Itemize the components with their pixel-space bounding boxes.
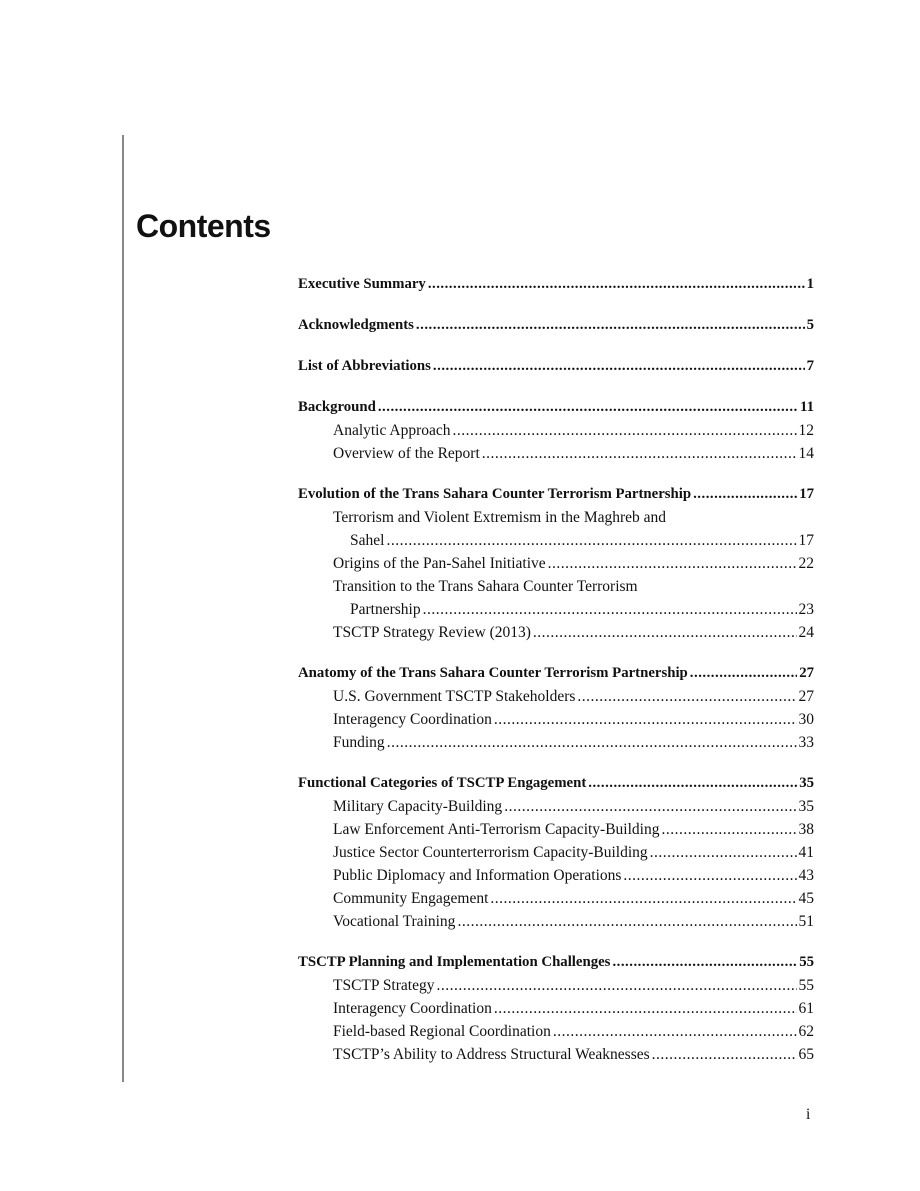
toc-page-number: 35 — [799, 775, 814, 791]
toc-heading-entry[interactable] — [298, 314, 814, 337]
toc-page-number: 41 — [798, 844, 814, 861]
toc-subentry-label: Analytic Approach — [333, 422, 451, 439]
dot-leader — [494, 997, 797, 1020]
toc-heading-entry[interactable] — [298, 662, 814, 685]
toc-subentry[interactable] — [298, 887, 814, 910]
toc-subentry-label: TSCTP Strategy Review (2013) — [333, 624, 531, 641]
dot-leader — [386, 529, 796, 552]
dot-leader — [623, 864, 796, 887]
toc-subentry-label: Funding — [333, 734, 385, 751]
toc-page-number: 17 — [799, 486, 814, 502]
dot-leader — [652, 1043, 797, 1066]
toc-page-number: 38 — [798, 821, 814, 838]
dot-leader — [490, 887, 796, 910]
toc-subentry-label: U.S. Government TSCTP Stakeholders — [333, 688, 576, 705]
toc-subentry[interactable] — [298, 795, 814, 818]
toc-page-number: 61 — [798, 1000, 814, 1017]
toc-page-number: 27 — [798, 688, 814, 705]
toc-subentry[interactable] — [298, 818, 814, 841]
toc-heading-entry[interactable] — [298, 355, 814, 378]
dot-leader — [453, 419, 797, 442]
toc-page-number: 14 — [798, 445, 814, 462]
dot-leader — [661, 818, 796, 841]
toc-subentry[interactable] — [298, 552, 814, 575]
toc-subentry[interactable] — [298, 442, 814, 465]
dot-leader — [457, 910, 796, 933]
dot-leader — [482, 442, 797, 465]
toc-heading-entry[interactable] — [298, 772, 814, 795]
page-number: i — [806, 1106, 811, 1123]
toc-subentry-label: Interagency Coordination — [333, 1000, 492, 1017]
toc-page-number: 55 — [798, 977, 814, 994]
toc-page-number: 33 — [798, 734, 814, 751]
toc-subentry-label: Military Capacity-Building — [333, 798, 503, 815]
toc-subentry[interactable] — [298, 708, 814, 731]
dot-leader — [387, 731, 797, 754]
toc-heading-entry[interactable] — [298, 273, 814, 296]
toc-subentry-label: TSCTP Strategy — [333, 977, 435, 994]
table-of-contents — [298, 273, 814, 1084]
toc-subentry-label: TSCTP’s Ability to Address Structural Weaknesses — [333, 1046, 650, 1063]
toc-subentry[interactable] — [298, 621, 814, 644]
toc-subentry-label: Community Engagement — [333, 890, 489, 907]
toc-page-number: 23 — [798, 601, 814, 618]
toc-page-number: 12 — [798, 422, 814, 439]
toc-subentry[interactable] — [298, 529, 814, 552]
toc-subentry[interactable] — [298, 997, 814, 1020]
dot-leader — [548, 552, 797, 575]
toc-heading-entry[interactable] — [298, 483, 814, 506]
toc-page-number: 17 — [798, 532, 814, 549]
toc-subentry[interactable] — [298, 598, 814, 621]
toc-page-number: 5 — [806, 317, 814, 333]
toc-section — [298, 483, 814, 644]
toc-subentry[interactable] — [298, 419, 814, 442]
toc-heading-label: Functional Categories of TSCTP Engagement — [298, 775, 587, 791]
toc-subentry[interactable] — [298, 841, 814, 864]
toc-page-number: 55 — [799, 954, 814, 970]
toc-heading-label: TSCTP Planning and Implementation Challenges — [298, 954, 611, 970]
toc-subentry-label: Justice Sector Counterterrorism Capacity-Building — [333, 844, 648, 861]
toc-page-number: 24 — [798, 624, 814, 641]
toc-heading-entry[interactable] — [298, 396, 814, 419]
toc-section — [298, 273, 814, 296]
toc-subentry-label: Law Enforcement Anti-Terrorism Capacity-Building — [333, 821, 660, 838]
dot-leader — [650, 841, 797, 864]
toc-page-number: 1 — [806, 276, 814, 292]
toc-subentry-first-line[interactable]: Terrorism and Violent Extremism in the Maghreb and — [333, 509, 667, 526]
toc-subentry[interactable] — [298, 910, 814, 933]
dot-leader — [416, 314, 805, 337]
toc-page-number: 11 — [800, 399, 814, 415]
toc-page-number: 35 — [798, 798, 814, 815]
toc-subentry-label: Interagency Coordination — [333, 711, 492, 728]
toc-heading-label: Evolution of the Trans Sahara Counter Terrorism Partnership — [298, 486, 692, 502]
toc-section — [298, 772, 814, 933]
toc-page-number: 27 — [799, 665, 814, 681]
toc-subentry[interactable] — [298, 1043, 814, 1066]
toc-subentry[interactable] — [298, 864, 814, 887]
dot-leader — [577, 685, 796, 708]
toc-heading-label: List of Abbreviations — [298, 358, 431, 374]
dot-leader — [693, 483, 797, 506]
dot-leader — [553, 1020, 797, 1043]
toc-page-number: 43 — [798, 867, 814, 884]
toc-page-number: 65 — [798, 1046, 814, 1063]
dot-leader — [588, 772, 797, 795]
toc-subentry-label: Vocational Training — [333, 913, 456, 930]
toc-subentry-label: Public Diplomacy and Information Operations — [333, 867, 622, 884]
page-title: Contents — [136, 208, 271, 244]
dot-leader — [690, 662, 797, 685]
toc-subentry-label: Sahel — [350, 532, 385, 549]
toc-subentry-label: Partnership — [350, 601, 421, 618]
dot-leader — [504, 795, 796, 818]
dot-leader — [428, 273, 805, 296]
toc-heading-label: Acknowledgments — [298, 317, 414, 333]
dot-leader — [378, 396, 798, 419]
dot-leader — [494, 708, 797, 731]
toc-page-number: 22 — [798, 555, 814, 572]
toc-heading-label: Executive Summary — [298, 276, 426, 292]
toc-subentry-first-line[interactable]: Transition to the Trans Sahara Counter Terrorism — [333, 578, 638, 595]
dot-leader — [423, 598, 797, 621]
toc-subentry[interactable] — [298, 685, 814, 708]
toc-subentry[interactable] — [298, 1020, 814, 1043]
toc-section — [298, 314, 814, 337]
toc-subentry[interactable] — [298, 974, 814, 997]
toc-section — [298, 951, 814, 1066]
dot-leader — [433, 355, 805, 378]
dot-leader — [533, 621, 797, 644]
toc-subentry-label: Origins of the Pan-Sahel Initiative — [333, 555, 546, 572]
toc-page-number: 7 — [806, 358, 814, 374]
dot-leader — [612, 951, 797, 974]
margin-rule — [122, 135, 124, 1082]
toc-page-number: 45 — [798, 890, 814, 907]
toc-heading-label: Anatomy of the Trans Sahara Counter Terrorism Partnership — [298, 665, 688, 681]
toc-subentry[interactable] — [298, 731, 814, 754]
dot-leader — [436, 974, 796, 997]
toc-page-number: 30 — [798, 711, 814, 728]
toc-heading-label: Background — [298, 399, 376, 415]
toc-heading-entry[interactable] — [298, 951, 814, 974]
toc-subentry-label: Overview of the Report — [333, 445, 480, 462]
toc-page-number: 51 — [798, 913, 814, 930]
toc-subentry-label: Field-based Regional Coordination — [333, 1023, 551, 1040]
toc-page-number: 62 — [798, 1023, 814, 1040]
toc-section — [298, 355, 814, 378]
toc-section — [298, 396, 814, 465]
toc-section — [298, 662, 814, 754]
